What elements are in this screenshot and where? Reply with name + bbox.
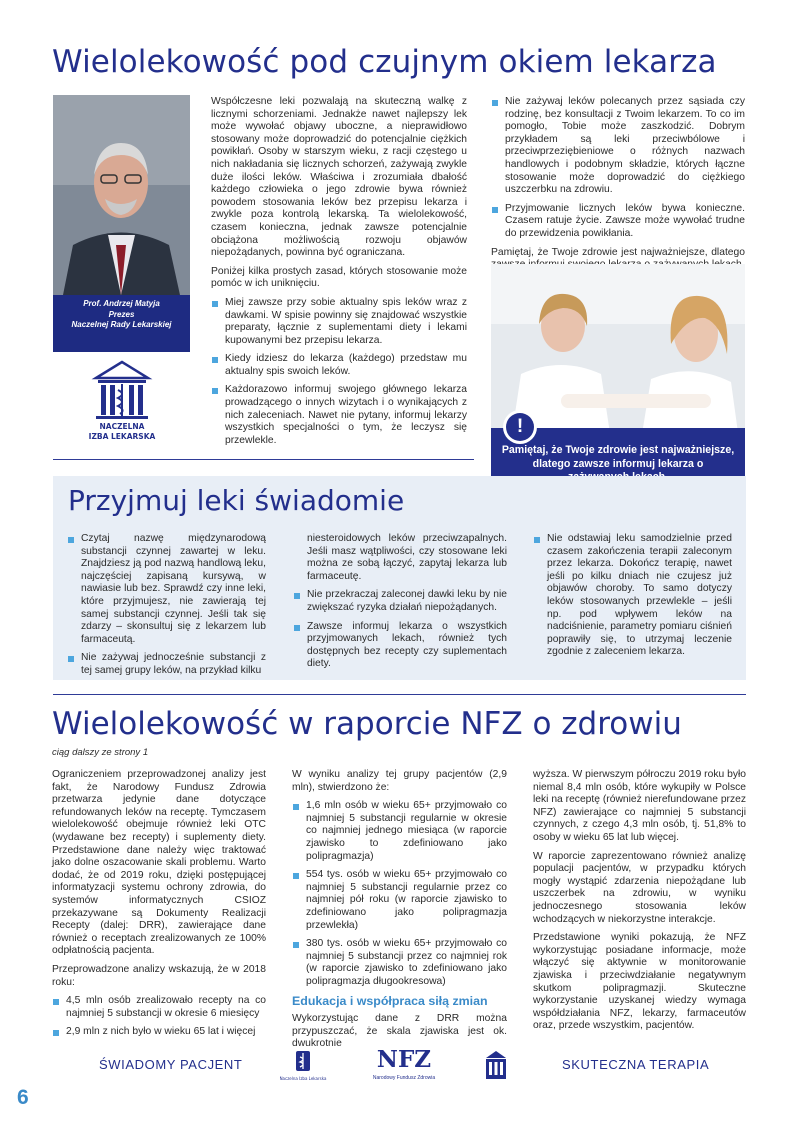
report-paragraph: Ograniczeniem przeprowadzonej analizy jest fakt, że Narodowy Fundusz Zdrowia przetwarza jedynie dane dotyczące refundowanych leków na receptę. Tymczasem wielolekowość obejmuje również leki OTC (wydawane bez recepty) i suplementy diety. Przedstawione dane należy więc traktować jako dolne oszacowanie skali problemu. Warto dodać, że od 2019 roku, dzięki postępującej informatyzacji systemu ochrony zdrowia, do systemów informatycznych CSIOZ przekazywane są Dokumenty Realizacji Recepty (dalej: DRR), zawierające dane również o receptach zrealizowanych ze 100% odpłatnością pacjenta. [52,769,266,957]
nil-logo [88,358,156,442]
list-item: 2,9 mln z nich było w wieku 65 lat i więcej [52,1026,266,1039]
page-title: Wielolekowość pod czujnym okiem lekarza [52,44,717,80]
footer-left-slogan: ŚWIADOMY PACJENT [99,1057,243,1072]
footer-right-slogan: SKUTECZNA TERAPIA [562,1057,710,1072]
nfz-logo-caption: Narodowy Fundusz Zdrowia [372,1075,436,1081]
building-footer-logo [484,1049,508,1083]
intro-column-1 [211,96,467,453]
list-item: 1,6 mln osób w wieku 65+ przyjmowało co najmniej 5 substancji regularnie w okresie co najmniej jednego miesiąca (w raporcie zjawisko to zdefiniowano jako polipragmazja) [292,800,507,863]
report-paragraph: W raporcie zaprezentowano również analizę populacji pacjentów, w przypadku których mogły wystąpić zdarzenia niepożądane lub uszczerbek na zdrowiu, w wyniku jednoczesnego stosowania leków wchodzących w niekorzystne interakcje. [533,850,746,925]
intro-paragraph: Współczesne leki pozwalają na skuteczną walkę z licznymi schorzeniami. Jednakże nawet najlepszy lek może wywołać objawy uboczne, a nieprawidłowo stosowany może doprowadzić do potencjalnie ciężkich powikłań. Osoby w starszym wieku, z racji częstego u nich nakładania się licznych schorzeń, zażywają zwykle duże ilości leków. Właściwa i zrozumiała dbałość każdego człowieka o jego zdrowie bywa również powodem stosowania leków bez przepisu lekarza i zwykle poza kontrolą lekarską. Ta wielolekowość, czasem konieczna, jednak zawsze potencjalnie obciążona możliwością rozwoju objawów niepożądanych, powinna być ograniczana. [211,96,467,259]
rules-list-1 [211,297,467,448]
report-list-1 [52,995,266,1039]
list-item: Miej zawsze przy sobie aktualny spis leków wraz z dawkami. W spisie powinny się znajdować wszystkie preparaty, łącznie z suplementami diety i lekami kupowanymi bez przepisu lekarza. [211,297,467,347]
tips-list-2 [293,589,507,671]
section-title-report: Wielolekowość w raporcie NFZ o zdrowiu [52,706,682,742]
report-column-1 [52,769,266,1045]
tips-column-3 [533,533,732,665]
report-paragraph: Przedstawione wyniki pokazują, że NFZ wykorzystując posiadane informacje, może włączyć się aktywnie w monitorowanie zjawiska i przeciwdziałanie negatywnym skutkom polipragmazji. Skuteczne wykorzystanie uzyskanej wiedzy wymaga współdziałania NFZ, lekarzy, farmaceutów oraz, przede wszystkim, pacjentów. [533,932,746,1032]
rules-list-2 [491,96,745,241]
intro-column-2 [491,96,745,278]
continuation-note: ciąg dalszy ze strony 1 [52,747,149,758]
nil-logo-line1: NACZELNA [99,422,145,431]
list-item: Nie zażywaj jednocześnie substancji z tej samej grupy leków, na przykład kilku [67,652,266,677]
report-paragraph: Przeprowadzone analizy wskazują, że w 2018 roku: [52,963,266,988]
report-paragraph: W wyniku analizy tej grupy pacjentów (2,9 mln), stwierdzono że: [292,769,507,793]
tips-list-1 [67,533,266,678]
exclamation-mark: ! [506,413,534,441]
report-paragraph: Wykorzystując dane z DRR można przypuszczać, że skala zjawiska jest ok. dwukrotnie [292,1013,507,1050]
reminder-paragraph: Pamiętaj, że Twoje zdrowie jest najważniejsze, dlatego [491,246,745,258]
caption-role: Prezes [108,309,135,319]
author-portrait-image [53,95,190,295]
report-list-2 [292,800,507,988]
nfz-logo-text: NFZ [376,1046,432,1073]
section-divider [53,694,746,695]
rules-intro-paragraph: Poniżej kilka prostych zasad, których stosowanie może pomóc w ich uniknięciu. [211,265,467,290]
report-column-2 [292,769,507,1057]
page-number: 6 [17,1086,29,1109]
tips-continued-text: niesteroidowych leków przeciwzapalnych. Jeśli masz wątpliwości, czy stosowane leki można ze sobą łączyć, zapytaj lekarza lub farmaceutę. [307,533,507,582]
list-item: Kiedy idziesz do lekarza (każdego) przedstaw mu aktualny spis swoich leków. [211,353,467,378]
list-item: 554 tys. osób w wieku 65+ przyjmowało co najmniej 5 substancji regularnie przez co najmniej pół roku (w raporcie zjawisko to zdefiniowano jako polipragmazja przewlekła) [292,869,507,932]
caption-name: Prof. Andrzej Matyja [83,299,160,308]
report-paragraph: wyższa. W pierwszym półroczu 2019 roku było niemal 8,4 mln osób, które wykupiły w Polsce leki na receptę (również nierefundowane przez NFZ) zawierające co najmniej 5 substancji czynnych, z czego 4,3 mln osób, tj. 51,8% to osoby w wieku 65 lat lub więcej. [533,769,746,843]
list-item: Nie odstawiaj leku samodzielnie przed czasem zakończenia terapii zaleconym przez lekarza. Dokończ terapię, nawet jeśli po kilku dniach nie czujesz już objawów choroby. To samo dotyczy leków stosowanych przewlekle – jeśli np. pod wpływem leków na nadciśnienie, parametry pomiaru ciśnień poprawiły się, to utrzymaj leczenie zgodnie z zaleceniem lekarza. [533,533,732,659]
list-item: 380 tys. osób w wieku 65+ przyjmowało co najmniej 5 substancji przez co najmniej rok (w raporcie zjawisko to zdefiniowano jako polipragmazja długookresowa) [292,938,507,988]
nil-footer-caption: Naczelna Izba Lekarska [279,1076,327,1081]
nil-logo-line2: IZBA LEKARSKA [88,432,156,441]
report-subheading: Edukacja i współpraca siłą zmian [292,993,488,1008]
list-item: Każdorazowo informuj swojego głównego lekarza prowadzącego o innych wizytach i o wynikających z nich zaleceniach. Nawet nie pytany, informuj lekarzy wszystkich specjalności o tym, że leczysz się przewlekle. [211,384,467,447]
list-item: Zawsze informuj lekarza o wszystkich przyjmowanych lekach, również tych dostępnych bez recepty czy suplementach diety. [293,621,507,671]
caption-org: Naczelnej Rady Lekarskiej [71,320,172,329]
reminder-box-text: Pamiętaj, że Twoje zdrowie jest najważniejsze, dlatego zawsze informuj lekarza o [501,444,735,470]
tips-list-3 [533,533,732,659]
photo-caption [57,299,186,331]
list-item: Nie zażywaj leków polecanych przez sąsiada czy rodzinę, bez konsultacji z Twoim lekarzem. To co im pomogło, Tobie może zaszkodzić. Dobrym przykładem są leki przeciwbólowe i przeciwprzeziębieniowe o różnych nazwach handlowych i podobnym składzie, których łączne stosowanie może doprowadzić do ciężkiego uszczerbku na zdrowiu. [491,96,745,197]
exclamation-icon [503,410,537,444]
section-title-tips: Przyjmuj leki świadomie [68,484,405,517]
section-divider [53,459,474,460]
list-item: Czytaj nazwę międzynarodową substancji czynnej zawartej w leku. Znajdziesz ją pod nazwą handlową leku, najczęściej zapisaną kursywą, w nawiasie lub bez. Sprawdź czy inne leki, które przyjmujesz, nie zawierają tej samej substancji czynnej. Jeśli tak się zdarzy – skonsultuj się z lekarzem lub farmaceutą. [67,533,266,646]
nfz-logo [359,1047,449,1085]
author-photo [53,95,190,352]
tips-column-1 [67,533,266,684]
list-item: 4,5 mln osób zrealizowało recepty na co najmniej 5 substancji w okresie 6 miesięcy [52,995,266,1020]
list-item: Przyjmowanie licznych leków bywa konieczne. Czasem ratuje życie. Zawsze może wywołać trudne do przewidzenia powikłania. [491,203,745,241]
nil-footer-logo [279,1049,327,1085]
tips-column-2 [293,533,507,677]
report-column-3 [533,769,746,1039]
list-item: Nie przekraczaj zaleconej dawki leku by nie zwiększać ryzyka działań niepożądanych. [293,589,507,614]
